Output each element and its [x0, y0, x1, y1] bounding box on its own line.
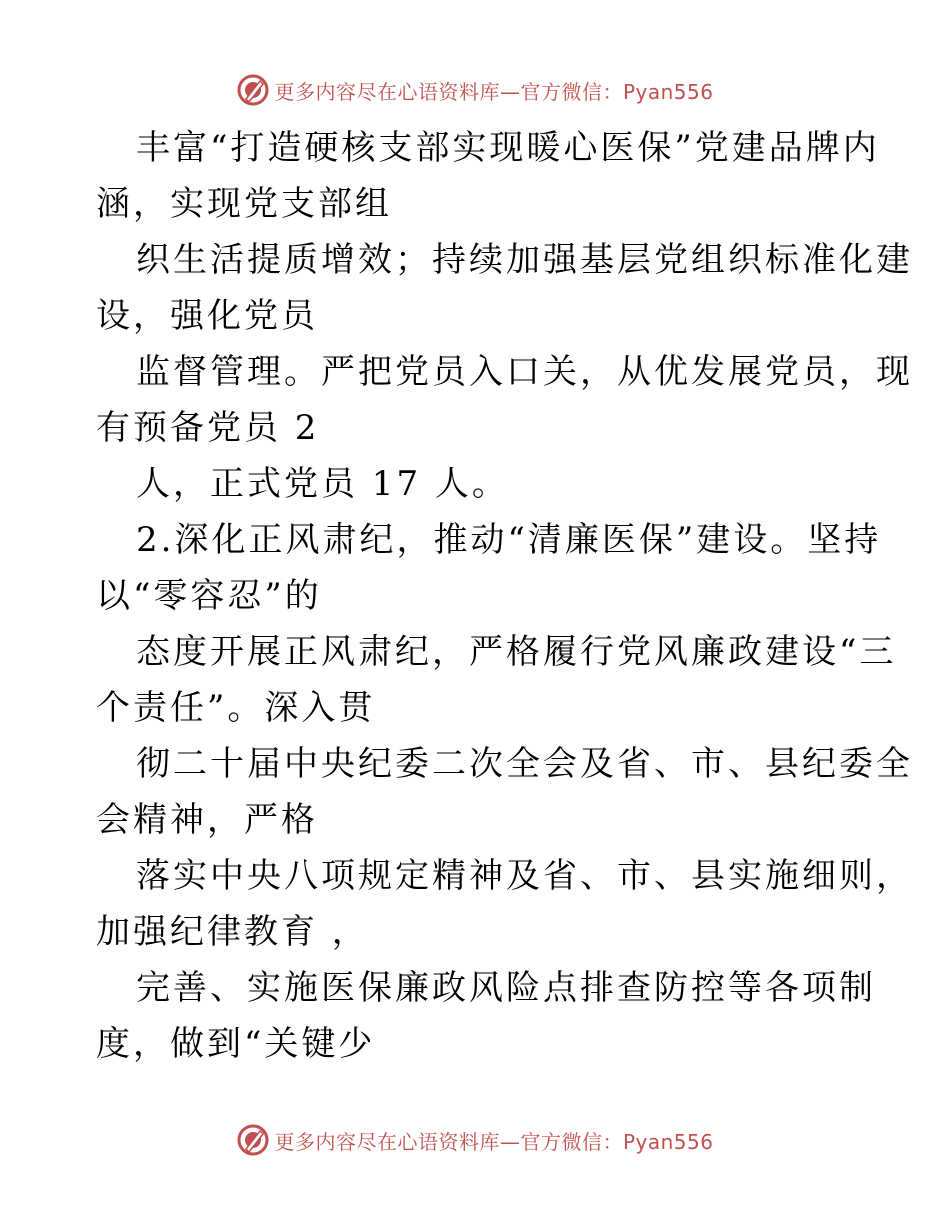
header-banner-text: 更多内容尽在心语资料库—官方微信：Pyan556: [274, 79, 714, 104]
body-line: 完善、实施医保廉政风险点排查防控等各项制: [136, 968, 876, 1008]
body-line: 彻二十届中央纪委二次全会及省、市、县纪委全: [136, 744, 913, 784]
document-body: [96, 120, 913, 1072]
body-line: 人，正式党员 17 人。: [136, 464, 509, 504]
footer-banner-text: 更多内容尽在心语资料库—官方微信：Pyan556: [274, 1129, 714, 1154]
body-line: 落实中央八项规定精神及省、市、县实施细则，: [136, 856, 913, 896]
body-line: 监督管理。严把党员入口关，从优发展党员，现: [136, 352, 913, 392]
body-line: 织生活提质增效；持续加强基层党组织标准化建: [136, 240, 913, 280]
body-line: 态度开展正风肃纪，严格履行党风廉政建设“三: [136, 632, 897, 672]
header-banner: [0, 70, 950, 110]
body-line: 度，做到“关键少: [96, 1024, 376, 1064]
body-line: 个责任”。深入贯: [96, 688, 376, 728]
body-line: 设，强化党员: [96, 296, 318, 336]
footer-banner: [0, 1120, 950, 1160]
body-line: 会精神，严格: [96, 800, 318, 840]
body-line: 以“零容忍”的: [96, 576, 322, 616]
body-line: 有预备党员 2: [96, 408, 320, 448]
body-line: 涵，实现党支部组: [96, 184, 392, 224]
body-line: 丰富“打造硬核支部实现暖心医保”党建品牌内: [136, 128, 880, 168]
logo-pen-icon: [236, 73, 270, 107]
logo-pen-icon: [236, 1123, 270, 1157]
body-line: 加强纪律教育 ，: [96, 912, 369, 952]
body-line: 2.深化正风肃纪，推动“清廉医保”建设。坚持: [136, 520, 882, 560]
